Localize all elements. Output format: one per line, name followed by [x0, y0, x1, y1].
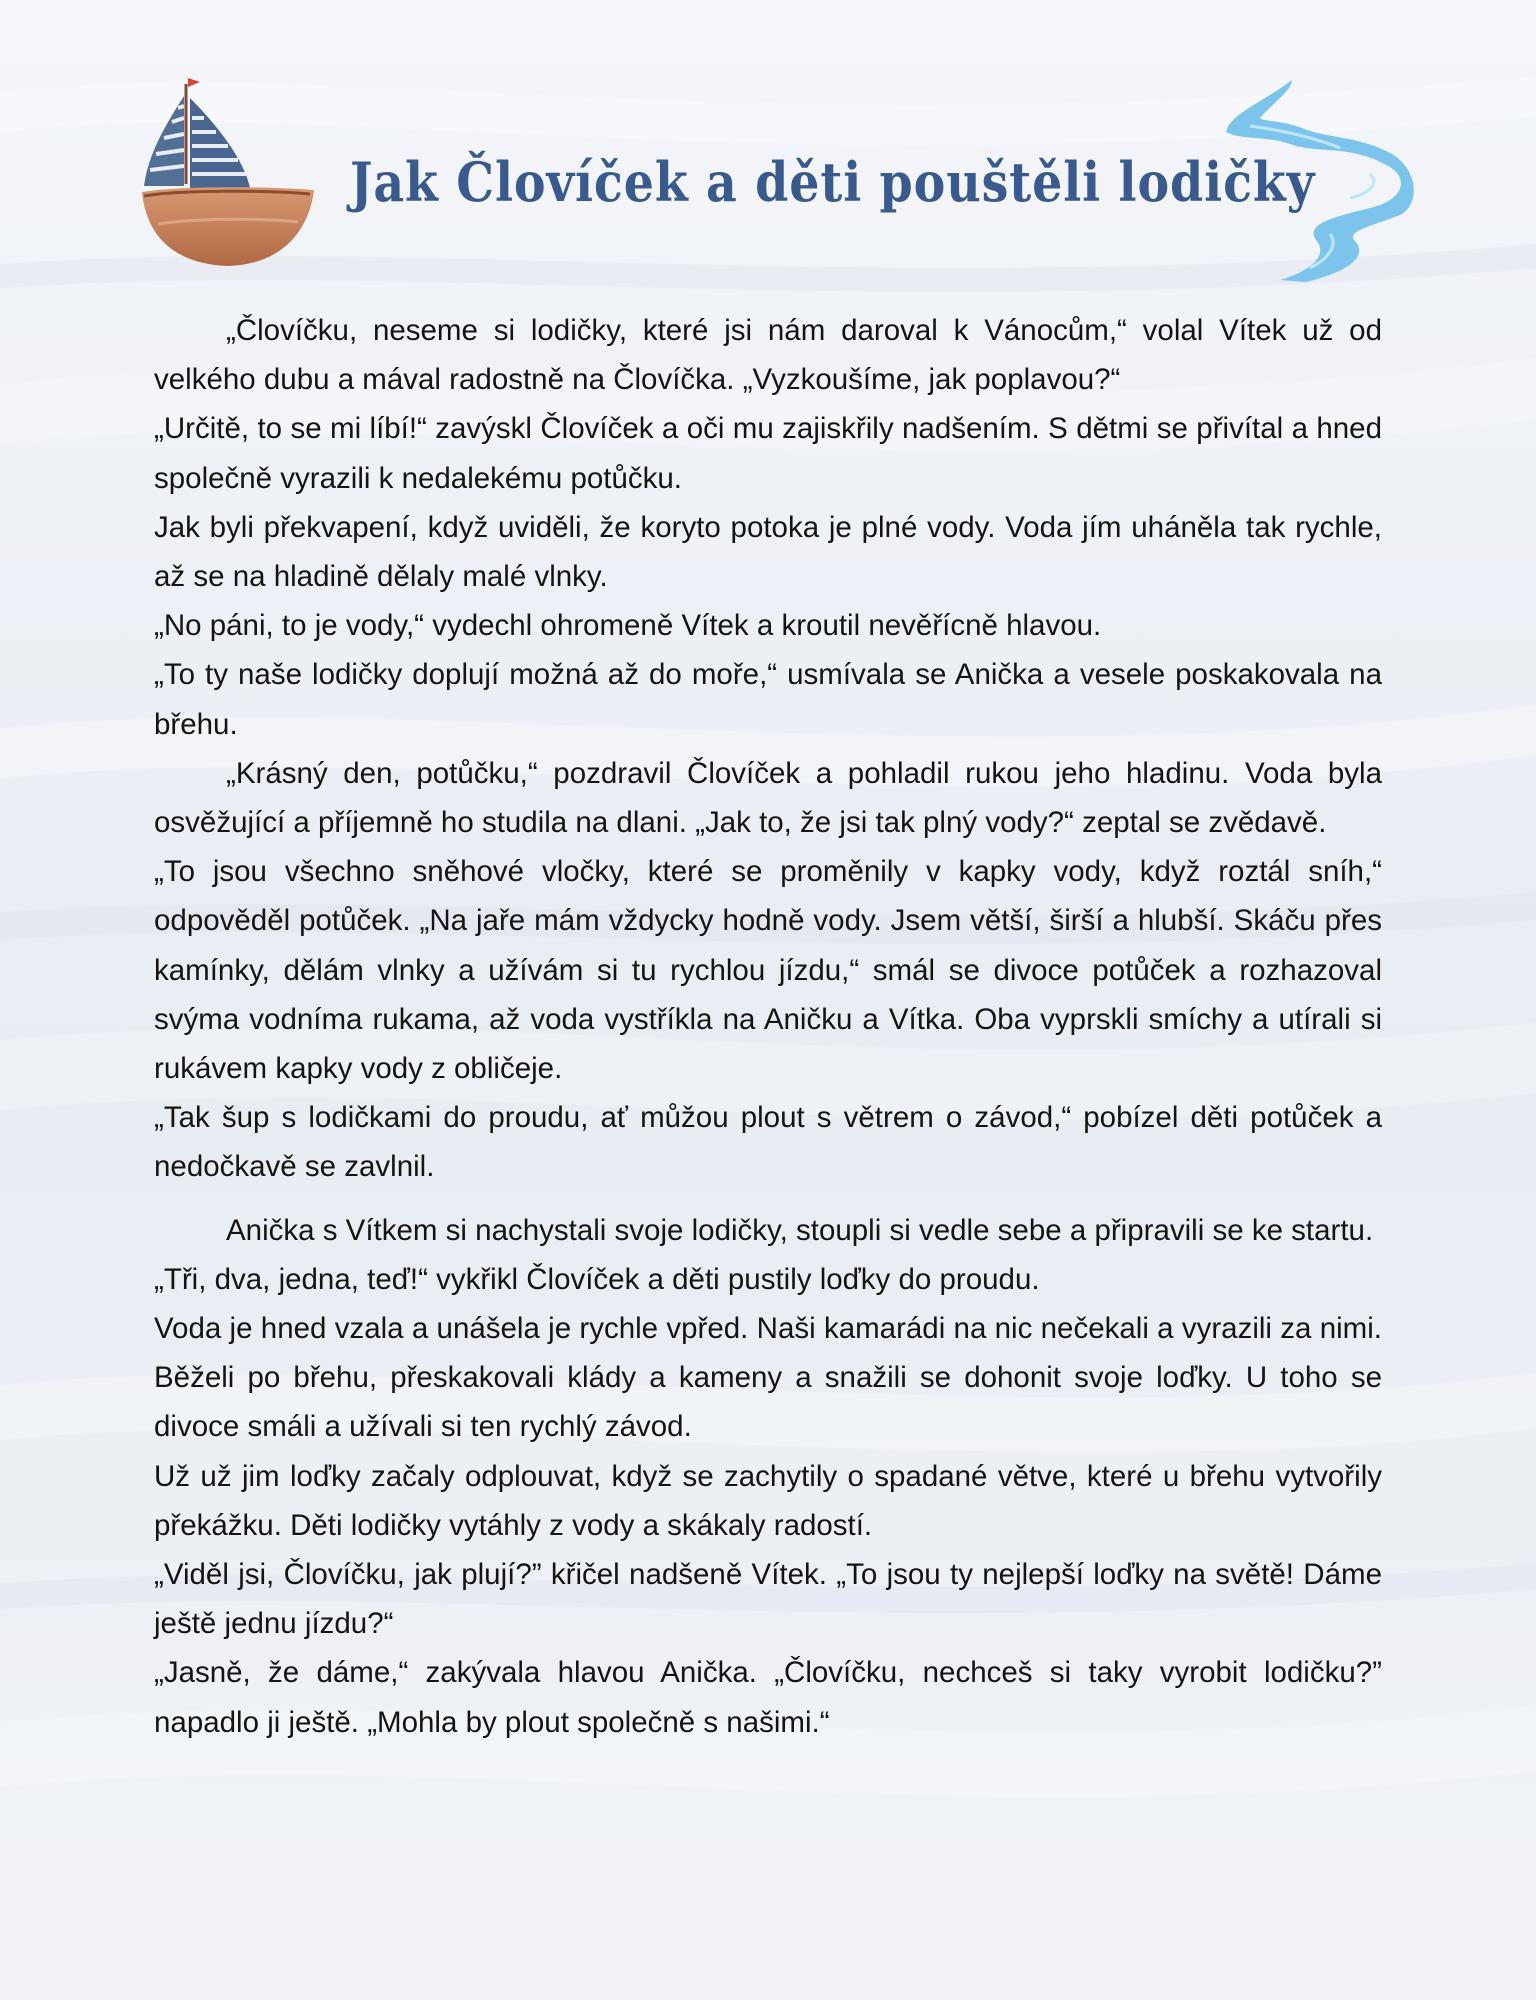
page-title: Jak Človíček a děti pouštěli lodičky — [350, 150, 1316, 214]
paragraph: „To ty naše lodičky doplují možná až do moře,“ usmívala se Anička a vesele poskakovala na břehu. — [154, 658, 1382, 741]
paragraph: „To jsou všechno sněhové vločky, které se proměnily v kapky vody, když roztál sníh,“ odpověděl potůček. „Na jaře mám vždycky hodně vody. Jsem větší, širší a hlubší. Skáču přes kamínky, dělám vlnky a užívám si tu rychlou jízdu,“ smál se divoce potůček a rozhazoval svýma vodníma rukama, až voda vystříkla na Aničku a Vítka. Oba vyprskli smíchy a utírali si rukávem kapky vody z obličeje. — [154, 855, 1382, 1086]
paragraph: Voda je hned vzala a unášela je rychle vpřed. Naši kamarádi na nic nečekali a vyrazili za nimi. Běželi po břehu, přeskakovali klády a kameny a snažili se dohonit svoje loďky. U toho se divoce smáli a užívali si ten rychlý závod. — [154, 1312, 1382, 1444]
paragraph: „Človíčku, neseme si lodičky, které jsi nám daroval k Vánocům,“ volal Vítek už od velkého dubu a mával radostně na Človíčka. „Vyzkoušíme, jak poplavou?“ — [154, 314, 1382, 397]
sailboat-icon — [138, 74, 320, 270]
river-stream-icon — [1220, 74, 1416, 284]
paragraph: „No páni, to je vody,“ vydechl ohromeně Vítek a kroutil nevěřícně hlavou. — [154, 609, 1102, 643]
story-text — [154, 306, 1382, 1747]
paragraph: „Tři, dva, jedna, teď!“ vykřikl Človíček a děti pustily loďky do proudu. — [154, 1262, 1040, 1296]
paragraph: „Jasně, že dáme,“ zakývala hlavou Anička. „Človíčku, nechceš si taky vyrobit lodičku?” napadlo ji ještě. „Mohla by plout společně s našimi.“ — [154, 1656, 1382, 1739]
paragraph: Jak byli překvapení, když uviděli, že koryto potoka je plné vody. Voda jím uháněla tak rychle, až se na hladině dělaly malé vlnky. — [154, 510, 1382, 594]
paragraph: „Viděl jsi, Človíčku, jak plují?” křičel nadšeně Vítek. „To jsou ty nejlepší loďky na světě! Dáme ještě jednu jízdu?“ — [154, 1558, 1382, 1641]
paragraph: „Tak šup s lodičkami do proudu, ať můžou plout s větrem o závod,“ pobízel děti potůček a nedočkavě se zavlnil. — [154, 1101, 1382, 1184]
paragraph: Anička s Vítkem si nachystali svoje lodičky, stoupli si vedle sebe a připravili se ke startu. — [226, 1213, 1374, 1247]
paragraph: „Určitě, to se mi líbí!“ zavýskl Človíček a oči mu zajiskřily nadšením. S dětmi se přivítal a hned společně vyrazili k nedalekému potůčku. — [154, 412, 1382, 495]
paragraph: Už už jim loďky začaly odplouvat, když se zachytily o spadané větve, které u břehu vytvořily překážku. Děti lodičky vytáhly z vody a skákaly radostí. — [154, 1459, 1382, 1542]
paragraph: „Krásný den, potůčku,“ pozdravil Človíček a pohladil rukou jeho hladinu. Voda byla osvěžující a příjemně ho studila na dlani. „Jak to, že jsi tak plný vody?“ zeptal se zvědavě. — [154, 756, 1382, 840]
